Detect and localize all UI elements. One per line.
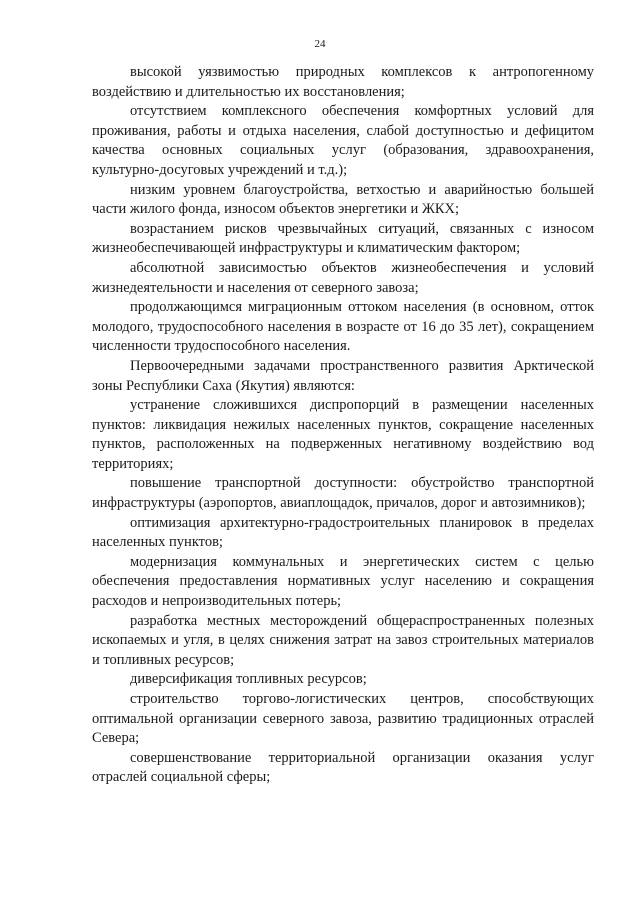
paragraph: совершенствование территориальной организации оказания услуг отраслей социальной сферы; [92, 749, 594, 786]
paragraph: абсолютной зависимостью объектов жизнеобеспечения и условий жизнедеятельности и населения от северного завоза; [92, 259, 594, 296]
paragraph: отсутствием комплексного обеспечения комфортных условий для проживания, работы и отдыха населения, слабой доступностью и дефицитом качества основных социальных услуг (образования, здравоохранения, культурно-досуговых учреждений и т.д.); [92, 103, 594, 178]
paragraph: строительство торгово-логистических центров, способствующих оптимальной организации северного завоза, развитию традиционных отраслей Севера; [92, 691, 594, 747]
body-text [92, 63, 594, 788]
paragraph: высокой уязвимостью природных комплексов к антропогенному воздействию и длительностью их восстановления; [92, 64, 594, 100]
paragraph: модернизация коммунальных и энергетических систем с целью обеспечения предоставления нормативных услуг населению и сокращения расходов и непроизводительных потерь; [92, 553, 594, 610]
paragraph: низким уровнем благоустройства, ветхостью и аварийностью большей части жилого фонда, износом объектов энергетики и ЖКХ; [92, 181, 594, 218]
paragraph: устранение сложившихся диспропорций в размещении населенных пунктов: ликвидация нежилых населенных пунктов, сокращение населенных пунктов, расположенных на подверженных негативному воздействию вод территориях; [92, 397, 594, 472]
paragraph: возрастанием рисков чрезвычайных ситуаций, связанных с износом жизнеобеспечивающей инфраструктуры и климатическим фактором; [92, 220, 594, 257]
paragraph: продолжающимся миграционным оттоком населения (в основном, отток молодого, трудоспособного населения в возрасте от 16 до 35 лет), сокращением численности трудоспособного населения. [92, 299, 594, 355]
paragraph: оптимизация архитектурно-градостроительных планировок в пределах населенных пунктов; [92, 514, 594, 551]
paragraph: диверсификация топливных ресурсов; [130, 671, 367, 688]
page-number: 24 [314, 38, 326, 50]
section-intro-paragraph: Первоочередными задачами пространственного развития Арктической зоны Республики Саха (Якутия) являются: [92, 357, 594, 394]
paragraph: повышение транспортной доступности: обустройство транспортной инфраструктуры (аэропортов, авиаплощадок, причалов, дорог и автозимников); [92, 475, 594, 512]
paragraph: разработка местных месторождений общераспространенных полезных ископаемых и угля, в целях снижения затрат на завоз строительных материалов и топливных ресурсов; [92, 612, 594, 668]
